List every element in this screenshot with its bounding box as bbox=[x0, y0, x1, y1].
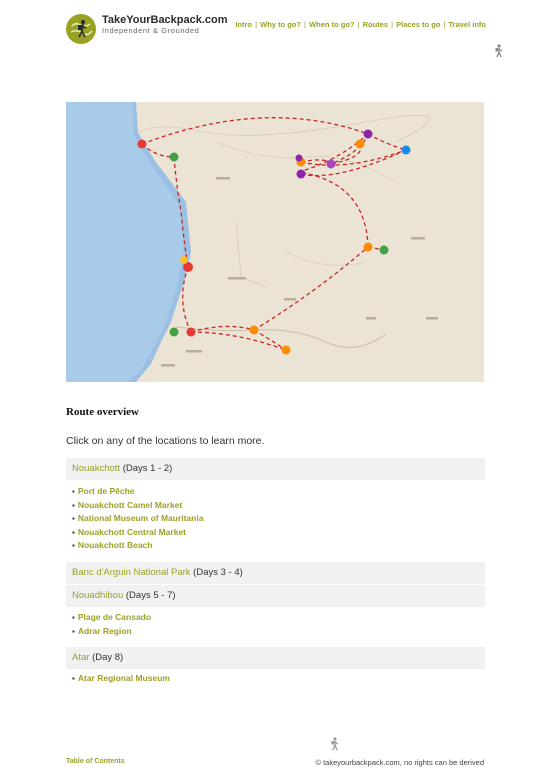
table-of-contents-link[interactable]: Table of Contents bbox=[66, 758, 125, 765]
hiker-icon bbox=[494, 44, 504, 58]
page-header bbox=[0, 0, 550, 60]
nav-why-to-go[interactable]: Why to go? bbox=[260, 20, 301, 29]
route-overview-title: Route overview bbox=[66, 406, 140, 418]
location-days: (Days 5 - 7) bbox=[125, 590, 176, 601]
nav-places-to-go[interactable]: Places to go bbox=[396, 20, 441, 29]
hiker-icon bbox=[330, 737, 340, 751]
list-item[interactable]: ▪ Nouakchott Beach bbox=[72, 539, 203, 553]
list-item[interactable]: ▪ Plage de Cansado bbox=[72, 611, 151, 625]
location-header-atar bbox=[66, 647, 485, 669]
nav-separator: | bbox=[389, 20, 396, 29]
location-link-nouadhibou[interactable]: Nouadhibou bbox=[72, 590, 124, 601]
location-items-atar bbox=[72, 672, 170, 686]
brand-tagline: Independent & Grounded bbox=[102, 26, 200, 35]
list-item[interactable]: ▪ Nouakchott Central Market bbox=[72, 526, 203, 540]
nav-separator: | bbox=[301, 20, 309, 29]
location-days: (Day 8) bbox=[92, 652, 124, 663]
location-header-nouadhibou bbox=[66, 585, 485, 607]
list-item[interactable]: ▪ National Museum of Mauritania bbox=[72, 512, 203, 526]
nav-travel-info[interactable]: Travel info bbox=[448, 20, 486, 29]
nav-intro[interactable]: Intro bbox=[235, 20, 253, 29]
top-navigation bbox=[235, 20, 486, 29]
logo[interactable] bbox=[66, 14, 96, 44]
list-item[interactable]: ▪ Port de Pêche bbox=[72, 485, 203, 499]
location-link-banc-darguin[interactable]: Banc d'Arguin National Park bbox=[72, 567, 191, 578]
location-header-banc-darguin bbox=[66, 562, 485, 584]
nav-separator: | bbox=[441, 20, 448, 29]
globe-hiker-icon bbox=[66, 14, 96, 44]
location-header-nouakchott bbox=[66, 458, 485, 480]
brand-name: TakeYourBackpack.com bbox=[102, 14, 228, 26]
nav-when-to-go[interactable]: When to go? bbox=[309, 20, 355, 29]
intro-text: Click on any of the locations to learn more. bbox=[66, 435, 265, 447]
list-item[interactable]: ▪ Adrar Region bbox=[72, 625, 151, 639]
location-link-atar[interactable]: Atar bbox=[72, 652, 90, 663]
location-items-nouadhibou bbox=[72, 611, 151, 638]
location-days: (Days 1 - 2) bbox=[122, 463, 173, 474]
location-link-nouakchott[interactable]: Nouakchott bbox=[72, 463, 121, 474]
copyright-notice: © takeyourbackpack.com, no rights can be derived bbox=[315, 758, 484, 767]
nav-separator: | bbox=[253, 20, 260, 29]
list-item[interactable]: ▪ Nouakchott Camel Market bbox=[72, 499, 203, 513]
nav-separator: | bbox=[355, 20, 362, 29]
nav-routes[interactable]: Routes bbox=[362, 20, 389, 29]
location-days: (Days 3 - 4) bbox=[193, 567, 243, 578]
route-map-graphic bbox=[66, 102, 484, 382]
route-map[interactable] bbox=[66, 102, 484, 382]
location-items-nouakchott bbox=[72, 485, 203, 553]
list-item[interactable]: ▪ Atar Regional Museum bbox=[72, 672, 170, 686]
